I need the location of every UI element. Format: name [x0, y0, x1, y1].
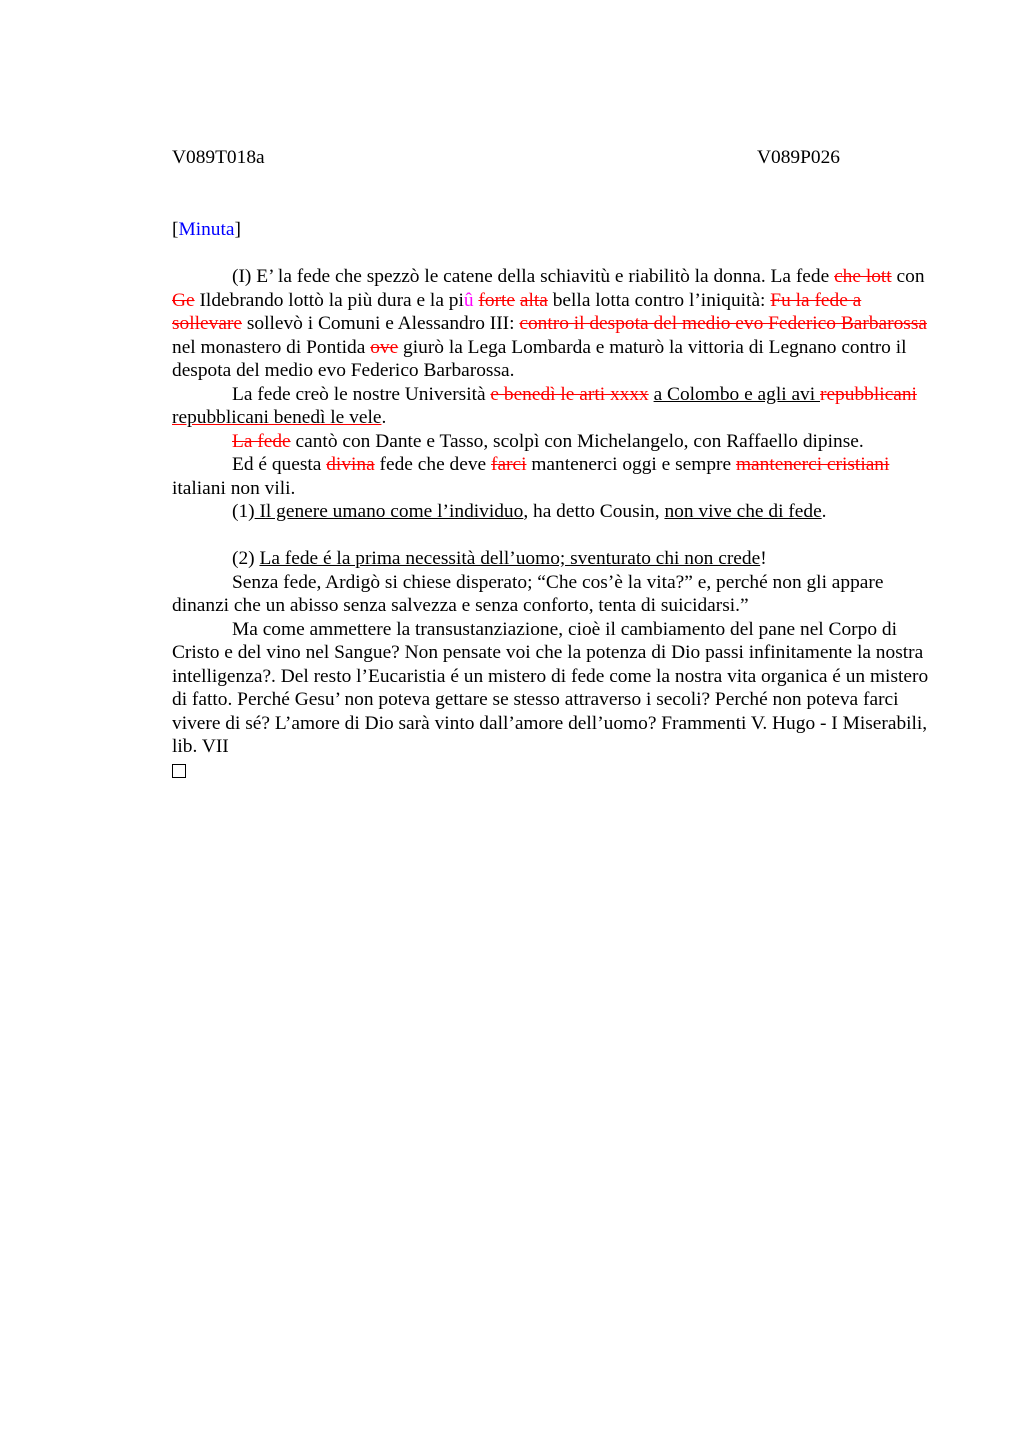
text-run: Ed é questa	[232, 454, 327, 475]
text-run: sollevò i Comuni e Alessandro III:	[242, 313, 520, 334]
text-run: (2)	[232, 548, 260, 569]
underlined-text: a Colombo e agli avi	[653, 383, 820, 405]
text-run: nel monastero di Pontida	[172, 336, 371, 358]
spacer	[172, 524, 932, 548]
underlined-text: non vive che di fede	[664, 501, 822, 522]
paragraph-7: Senza fede, Ardigò si chiese disperato; “Che cos’è la vita?” e, perché non gli appare dinanzi che un abisso senza salvezza e senza conforto, tenta di suicidarsi.”	[172, 571, 884, 616]
paragraph-6	[172, 547, 932, 571]
text-run: .	[821, 501, 827, 522]
underlined-text: Il genere umano come l’individuo	[254, 501, 524, 522]
text-run: giurò la Lega Lombarda e maturò la vittoria di Legnano contro il despota del medio evo Federico Barbarossa.	[172, 336, 907, 381]
text-run: bella lotta contro l’iniquità:	[547, 289, 771, 311]
label-bracket-close: ]	[234, 219, 241, 240]
underlined-text: La fede é la prima necessità dell’uomo; sventurato chi non crede	[259, 548, 761, 569]
paragraph-8: Ma come ammettere la transustanziazione, cioè il cambiamento del pane nel Corpo di Cristo e del vino nel Sangue? Non pensate voi che la potenza di Dio passi infinitamente la nostra intelligenza?. Del resto l’Eucaristia é un mistero di fede come la nostra vita organica é un mistero di fatto. Perché Gesu’ non poteva gettare se stesso attraverso i secoli? Perché non poteva farci vivere di sé? L’amore di Dio sarà vinto dall’amore dell’uomo? Frammenti V. Hugo - I Miserabili, lib. VII	[172, 618, 929, 757]
deleted-text: mantenerci cristiani	[735, 454, 890, 475]
empty-box-icon	[172, 764, 186, 778]
deleted-text: Fu la fede a sollevare	[172, 289, 862, 334]
paragraph-5	[172, 500, 932, 524]
deleted-text: farci	[490, 454, 527, 475]
text-run: cantò con Dante e Tasso, scolpì con Michelangelo, con Raffaello dipinse.	[290, 430, 864, 452]
text-run: fede che deve	[374, 454, 491, 475]
deleted-text: forte	[478, 289, 516, 311]
document-code-right: V089P026	[757, 147, 840, 168]
paragraph-4	[172, 453, 932, 500]
text-run: Ildebrando lottò la più dura e la pi	[194, 289, 464, 311]
text-run: (I) E’ la fede che spezzò le catene della schiavitù e riabilitò la donna. La fede	[232, 266, 835, 287]
deleted-text: repubblicani	[819, 383, 917, 405]
text-run: mantenerci oggi e sempre	[526, 454, 736, 475]
end-marker	[172, 759, 932, 785]
text-run: !	[760, 548, 767, 569]
deleted-text: che lott	[834, 266, 892, 287]
deleted-text: La fede	[232, 430, 291, 452]
deleted-text: alta	[519, 289, 548, 311]
paragraph-1	[172, 265, 932, 383]
label-minuta: Minuta	[178, 219, 235, 240]
text-run: La fede creò le nostre Università	[232, 383, 491, 405]
spacer	[172, 242, 932, 266]
deleted-text: ove	[370, 336, 399, 358]
deleted-text: Ge	[172, 289, 195, 311]
deleted-text: contro il despota del medio evo Federico Barbarossa	[519, 313, 927, 334]
highlighted-char: û	[463, 289, 474, 311]
document-header	[172, 140, 932, 176]
section-label	[172, 218, 932, 242]
underlined-text: repubblicani benedì le vele	[172, 407, 382, 428]
document-code-left: V089T018a	[172, 147, 265, 168]
label-bracket-open: [	[172, 219, 179, 240]
document-page	[172, 140, 932, 784]
text-run: italiani non vili.	[172, 477, 296, 499]
text-run: con	[891, 266, 925, 287]
text-run: .	[381, 407, 387, 428]
paragraph-3	[172, 430, 932, 454]
spacer	[172, 176, 932, 218]
text-run: (1)	[232, 501, 255, 522]
paragraph-2	[172, 383, 932, 430]
deleted-text: divina	[326, 454, 375, 475]
text-run: , ha detto Cousin,	[523, 501, 665, 522]
deleted-text: e benedì le arti xxxx	[490, 383, 649, 405]
